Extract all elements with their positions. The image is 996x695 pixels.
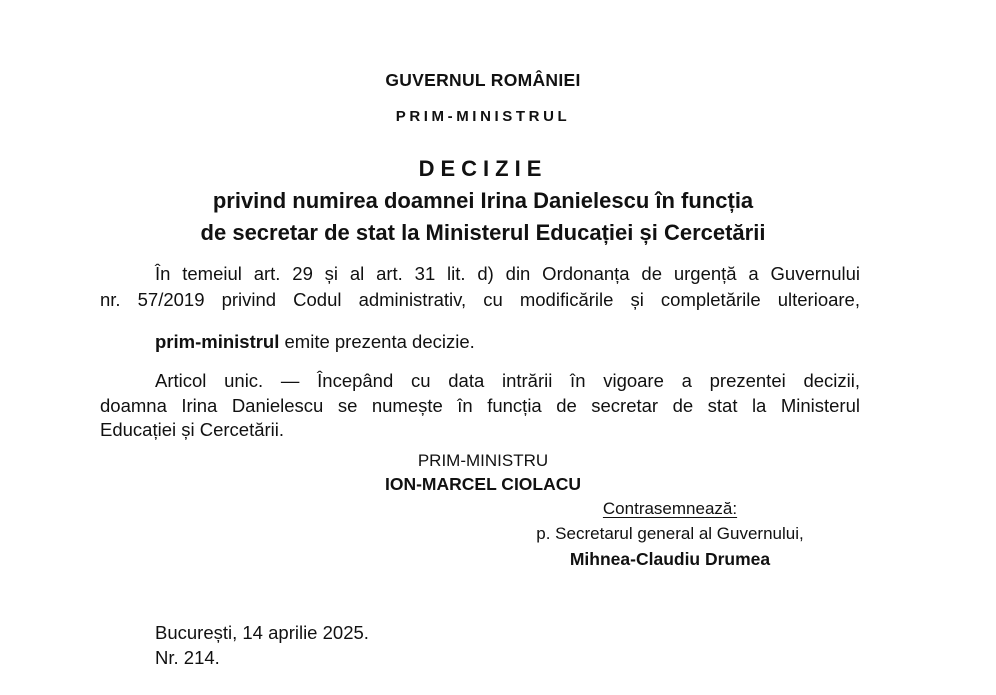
countersign-name: Mihnea-Claudiu Drumea bbox=[569, 549, 771, 569]
countersign-role: p. Secretarul general al Guvernului, bbox=[536, 524, 804, 543]
signatory-title: PRIM-MINISTRU bbox=[417, 451, 549, 470]
emission-subject: prim-ministrul bbox=[155, 331, 280, 352]
article-line-3: Educației și Cercetării. bbox=[100, 419, 285, 440]
countersign-label: Contrasemnează: bbox=[602, 499, 738, 518]
issuer-government: GUVERNUL ROMÂNIEI bbox=[385, 70, 581, 90]
article-line-1: Articol unic. — Începând cu data intrării în vigoare a prezentei decizii, bbox=[155, 370, 860, 391]
emission-clause bbox=[155, 330, 475, 354]
emission-text: emite prezenta decizie. bbox=[279, 331, 475, 352]
place-and-date: București, 14 aprilie 2025. bbox=[155, 622, 369, 643]
document-subtitle-line-1: privind numirea doamnei Irina Danielescu în funcția bbox=[212, 188, 754, 213]
preamble-line-2: nr. 57/2019 privind Codul administrativ, cu modificările și completările ulterioare, bbox=[100, 289, 860, 310]
preamble-line-1: În temeiul art. 29 și al art. 31 lit. d) din Ordonanța de urgență a Guvernului bbox=[155, 263, 860, 284]
document-subtitle-line-2: de secretar de stat la Ministerul Educației și Cercetării bbox=[200, 220, 766, 245]
signatory-name: ION-MARCEL CIOLACU bbox=[384, 474, 582, 494]
document-type-title: DECIZIE bbox=[418, 156, 548, 181]
decision-number: Nr. 214. bbox=[155, 647, 220, 668]
article-line-2: doamna Irina Danielescu se numește în funcția de secretar de stat la Ministerul bbox=[100, 395, 860, 416]
issuer-prime-minister: PRIM-MINISTRUL bbox=[395, 108, 571, 125]
